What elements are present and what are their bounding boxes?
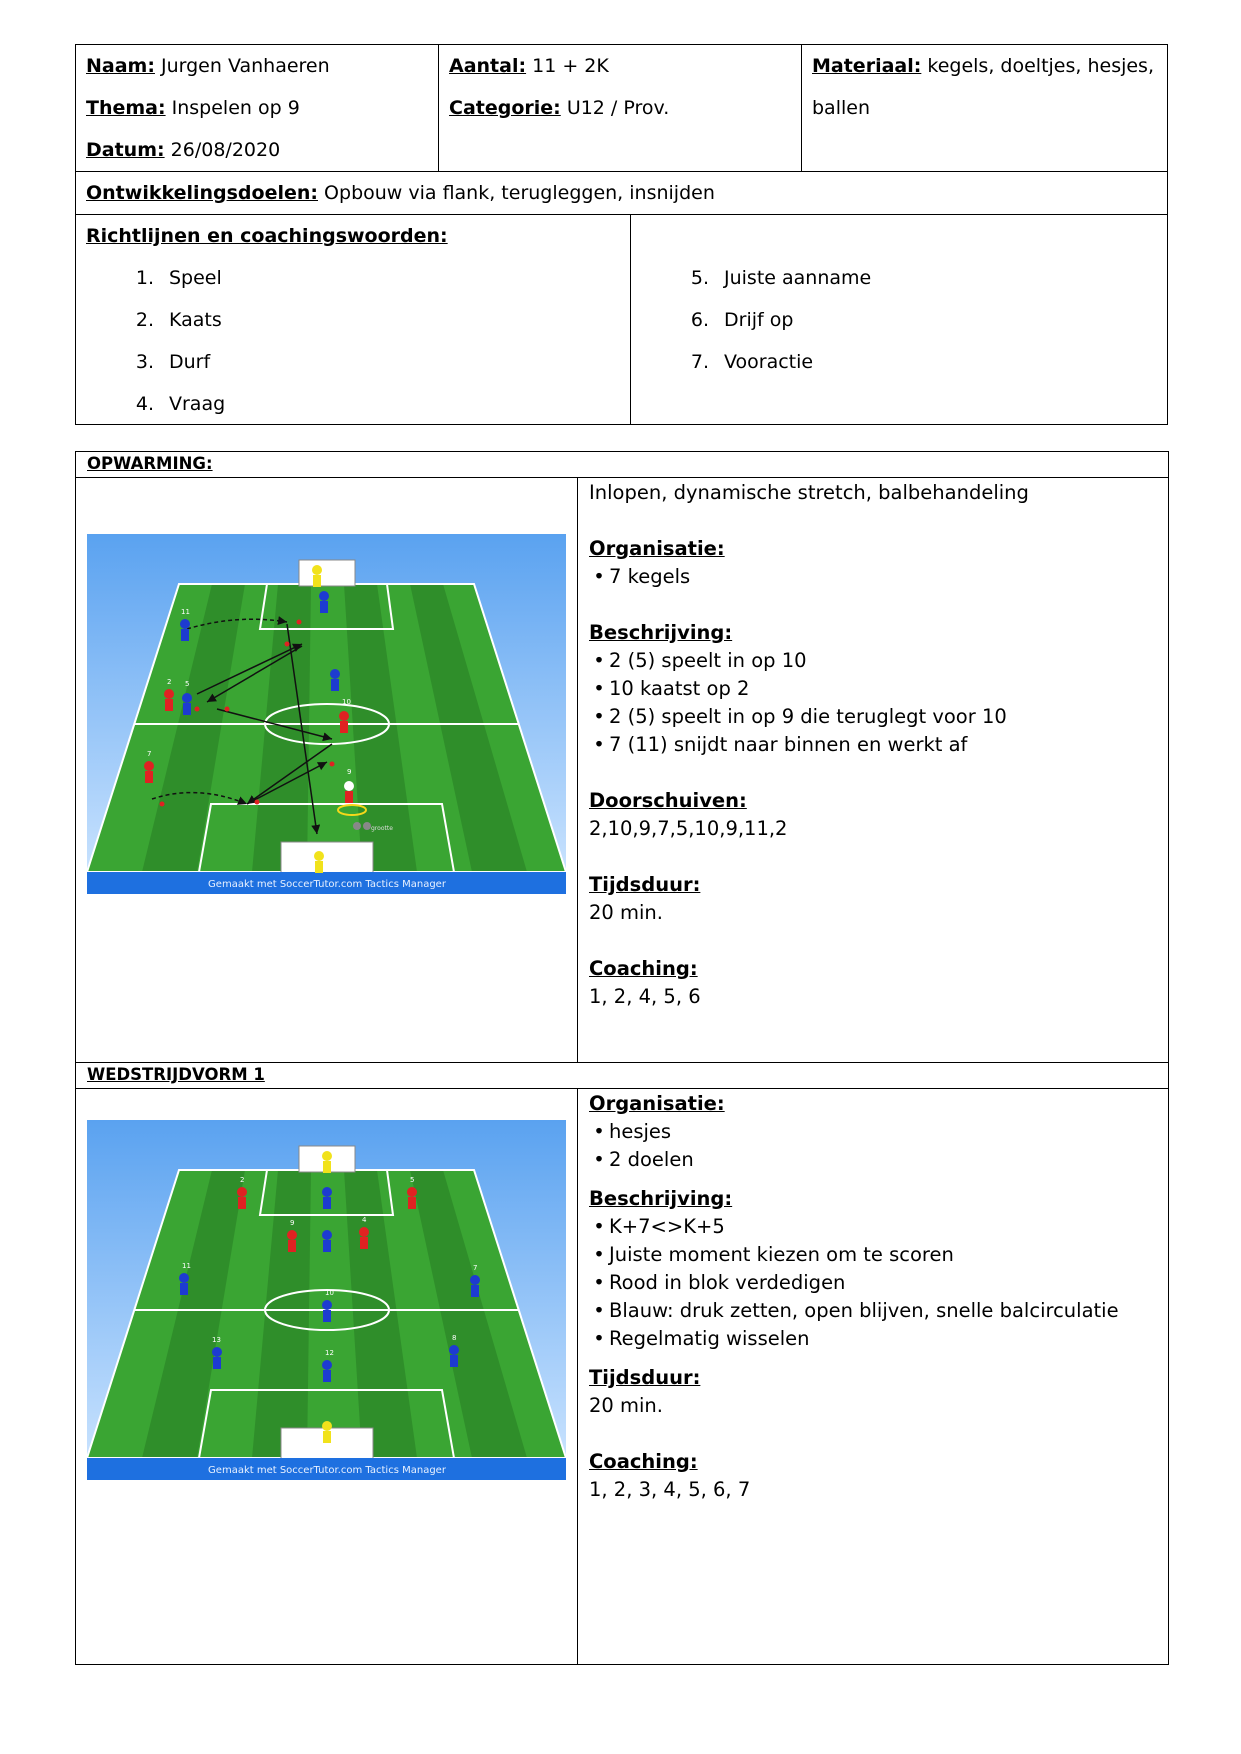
match-organisatie-list bbox=[589, 1118, 1119, 1174]
warmup-title: OPWARMING: bbox=[87, 454, 213, 473]
player-number: 12 bbox=[325, 1349, 334, 1357]
bullet-item: • 10 kaatst op 2 bbox=[589, 675, 1029, 703]
bullet-item: • 7 kegels bbox=[589, 563, 1029, 591]
coaching-item-word: Drijf op bbox=[724, 309, 794, 331]
player-number: 10 bbox=[325, 1289, 334, 1297]
warmup-text bbox=[589, 479, 1029, 1011]
player-number: 8 bbox=[452, 1334, 457, 1342]
categorie-label: Categorie: bbox=[449, 97, 561, 119]
match-diagram bbox=[87, 1120, 566, 1480]
coaching-item bbox=[86, 257, 620, 299]
player-number: 9 bbox=[290, 1219, 295, 1227]
player-number: 7 bbox=[147, 750, 152, 758]
materiaal-value-cont: ballen bbox=[812, 97, 870, 119]
coaching-item-number: 2. bbox=[135, 309, 154, 331]
player-number: 5 bbox=[185, 680, 190, 688]
coaching-item bbox=[641, 299, 1157, 341]
coaching-item-number: 6. bbox=[690, 309, 709, 331]
player-number: 13 bbox=[212, 1336, 221, 1344]
warmup-diagram bbox=[87, 534, 566, 894]
coaching-list-left bbox=[86, 257, 620, 425]
warmup-beschrijving-label: Beschrijving: bbox=[589, 621, 733, 644]
player-number: 9 bbox=[347, 768, 352, 776]
bullet-item: • 2 doelen bbox=[589, 1146, 1119, 1174]
image-caption: Gemaakt met SoccerTutor.com Tactics Manager bbox=[208, 1465, 446, 1476]
coaching-item bbox=[86, 299, 620, 341]
warmup-coaching-value: 1, 2, 4, 5, 6 bbox=[589, 985, 701, 1008]
coaching-item-word: Vraag bbox=[169, 393, 226, 415]
divider bbox=[577, 1088, 578, 1664]
coaching-item-number: 1. bbox=[135, 267, 154, 289]
richtlijnen-right bbox=[631, 215, 1167, 424]
match-tijdsduur-value: 20 min. bbox=[589, 1394, 663, 1417]
ontwikkeling-row bbox=[76, 172, 1168, 215]
coaching-item-number: 7. bbox=[690, 351, 709, 373]
player-number: 2 bbox=[240, 1176, 245, 1184]
legend-label: grootte bbox=[371, 825, 393, 832]
ontwikkeling-label: Ontwikkelingsdoelen: bbox=[86, 182, 318, 204]
image-caption: Gemaakt met SoccerTutor.com Tactics Manager bbox=[208, 879, 446, 890]
bullet-item: • Regelmatig wisselen bbox=[589, 1325, 1119, 1353]
header-cell-materiaal bbox=[802, 45, 1168, 172]
divider bbox=[75, 477, 1169, 478]
player-number: 2 bbox=[167, 678, 172, 686]
coaching-item bbox=[641, 257, 1157, 299]
naam-label: Naam: bbox=[86, 55, 155, 77]
thema-value: Inspelen op 9 bbox=[171, 97, 300, 119]
match-coaching-value: 1, 2, 3, 4, 5, 6, 7 bbox=[589, 1478, 751, 1501]
coaching-item-word: Durf bbox=[169, 351, 211, 373]
warmup-beschrijving-list bbox=[589, 647, 1029, 759]
warmup-tijdsduur-label: Tijdsduur: bbox=[589, 873, 701, 896]
aantal-value: 11 + 2K bbox=[532, 55, 609, 77]
bullet-item: • 2 (5) speelt in op 9 die teruglegt voor 10 bbox=[589, 703, 1029, 731]
match-coaching-label: Coaching: bbox=[589, 1450, 698, 1473]
warmup-organisatie-list bbox=[589, 563, 1029, 591]
coaching-item-word: Kaats bbox=[169, 309, 222, 331]
bullet-item: • hesjes bbox=[589, 1118, 1119, 1146]
match-beschrijving-list bbox=[589, 1213, 1119, 1353]
match-title: WEDSTRIJDVORM 1 bbox=[87, 1065, 265, 1084]
coaching-item bbox=[641, 341, 1157, 383]
header-table bbox=[75, 44, 1168, 425]
datum-value: 26/08/2020 bbox=[170, 139, 281, 161]
match-organisatie-label: Organisatie: bbox=[589, 1092, 725, 1115]
materiaal-value: kegels, doeltjes, hesjes, bbox=[927, 55, 1154, 77]
coaching-item bbox=[86, 383, 620, 425]
player-number: 7 bbox=[473, 1264, 478, 1272]
ontwikkeling-value: Opbouw via flank, terugleggen, insnijden bbox=[324, 182, 715, 204]
player-number: 5 bbox=[410, 1176, 415, 1184]
bullet-item: • K+7<>K+5 bbox=[589, 1213, 1119, 1241]
player-number: 4 bbox=[362, 1216, 367, 1224]
richtlijnen-row bbox=[76, 215, 1168, 425]
match-beschrijving-label: Beschrijving: bbox=[589, 1187, 733, 1210]
match-text bbox=[589, 1090, 1119, 1504]
bullet-item: • 7 (11) snijdt naar binnen en werkt af bbox=[589, 731, 1029, 759]
richtlijnen-left bbox=[76, 215, 631, 424]
coaching-item-word: Juiste aanname bbox=[724, 267, 872, 289]
warmup-coaching-label: Coaching: bbox=[589, 957, 698, 980]
player-number: 11 bbox=[181, 608, 190, 616]
coaching-item-number: 3. bbox=[135, 351, 154, 373]
coaching-list-right bbox=[641, 257, 1157, 383]
coaching-item-number: 4. bbox=[135, 393, 154, 415]
richtlijnen-label: Richtlijnen en coachingswoorden: bbox=[86, 225, 448, 247]
warmup-tijdsduur-value: 20 min. bbox=[589, 901, 663, 924]
materiaal-label: Materiaal: bbox=[812, 55, 922, 77]
coaching-item-word: Speel bbox=[169, 267, 222, 289]
aantal-label: Aantal: bbox=[449, 55, 527, 77]
thema-label: Thema: bbox=[86, 97, 166, 119]
categorie-value: U12 / Prov. bbox=[566, 97, 670, 119]
warmup-doorschuiven-label: Doorschuiven: bbox=[589, 789, 747, 812]
divider bbox=[577, 477, 578, 1063]
bullet-item: • Rood in blok verdedigen bbox=[589, 1269, 1119, 1297]
datum-label: Datum: bbox=[86, 139, 165, 161]
bullet-item: • 2 (5) speelt in op 10 bbox=[589, 647, 1029, 675]
divider bbox=[75, 1062, 1169, 1063]
warmup-intro: Inlopen, dynamische stretch, balbehandeling bbox=[589, 481, 1029, 504]
bullet-item: • Blauw: druk zetten, open blijven, snelle balcirculatie bbox=[589, 1297, 1119, 1325]
coaching-item bbox=[86, 341, 620, 383]
match-tijdsduur-label: Tijdsduur: bbox=[589, 1366, 701, 1389]
player-number: 10 bbox=[342, 698, 351, 706]
warmup-doorschuiven-value: 2,10,9,7,5,10,9,11,2 bbox=[589, 817, 788, 840]
player-number: 11 bbox=[182, 1262, 191, 1270]
divider bbox=[75, 1088, 1169, 1089]
coaching-item-number: 5. bbox=[690, 267, 709, 289]
warmup-organisatie-label: Organisatie: bbox=[589, 537, 725, 560]
bullet-item: • Juiste moment kiezen om te scoren bbox=[589, 1241, 1119, 1269]
naam-value: Jurgen Vanhaeren bbox=[161, 55, 330, 77]
coaching-item-word: Vooractie bbox=[724, 351, 814, 373]
header-cell-aantal bbox=[439, 45, 802, 172]
header-cell-name bbox=[76, 45, 439, 172]
